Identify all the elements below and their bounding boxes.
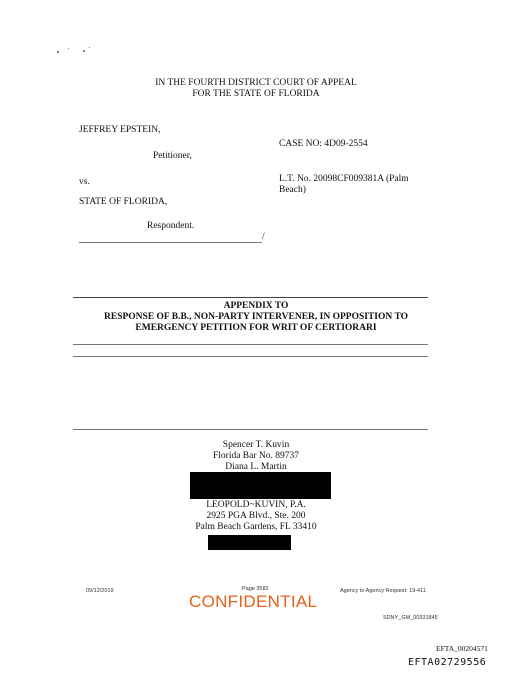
case-number: CASE NO: 4D09-2554 [279,139,368,149]
counsel-top-rule [73,429,428,430]
respondent-role: Respondent. [147,221,195,231]
firm-address-city: Palm Beach Gardens, FL 33410 [195,522,317,532]
counsel-bar-number: Florida Bar No. 89737 [212,451,300,461]
scan-speck [57,51,59,53]
respondent-name: STATE OF FLORIDA, [79,197,168,207]
firm-address-street: 2925 PGA Blvd., Ste. 200 [206,511,306,521]
redaction-block [190,472,331,499]
title-rule [73,344,428,345]
versus-label: vs. [79,177,90,187]
footer-page-number: Page 3582 [242,586,269,592]
court-heading-line2: FOR THE STATE OF FLORIDA [192,89,320,99]
scan-speck [68,48,69,49]
counsel-name-kuvin: Spencer T. Kuvin [222,440,290,450]
counsel-name-martin: Diana L. Martin [225,462,287,472]
title-line2: RESPONSE OF B.B., NON-PARTY INTERVENER, IN OPPOSITION TO [104,312,408,322]
confidential-stamp: CONFIDENTIAL [189,592,318,611]
petitioner-role: Petitioner, [153,151,192,161]
petitioner-name: JEFFREY EPSTEIN, [79,125,161,135]
title-top-rule [73,297,428,298]
efta-bates-number-2: EFTA02729556 [408,657,487,668]
scan-speck [83,50,85,52]
footer-agency-request: Agency to Agency Request: 19-411 [340,588,426,594]
title-line1: APPENDIX TO [223,301,289,311]
footer-date: 09/12/2019 [86,588,114,594]
lower-tribunal-number-line1: L.T. No. 20098CF009381A (Palm [279,174,409,184]
lower-tribunal-number-line2: Beach) [279,185,306,195]
title-rule [73,356,428,357]
court-heading-line1: IN THE FOURTH DISTRICT COURT OF APPEAL [155,78,357,88]
caption-slash: / [262,232,265,242]
scan-speck [89,47,90,48]
title-line3: EMERGENCY PETITION FOR WRIT OF CERTIORARI [135,323,377,333]
redaction-block [208,535,291,550]
law-firm-name: LEOPOLD~KUVIN, P.A. [206,500,306,510]
efta-bates-number-1: EFTA_00204571 [436,644,488,653]
caption-underline [79,242,262,243]
sdny-bates-number: SDNY_GM_00331845 [383,615,438,621]
